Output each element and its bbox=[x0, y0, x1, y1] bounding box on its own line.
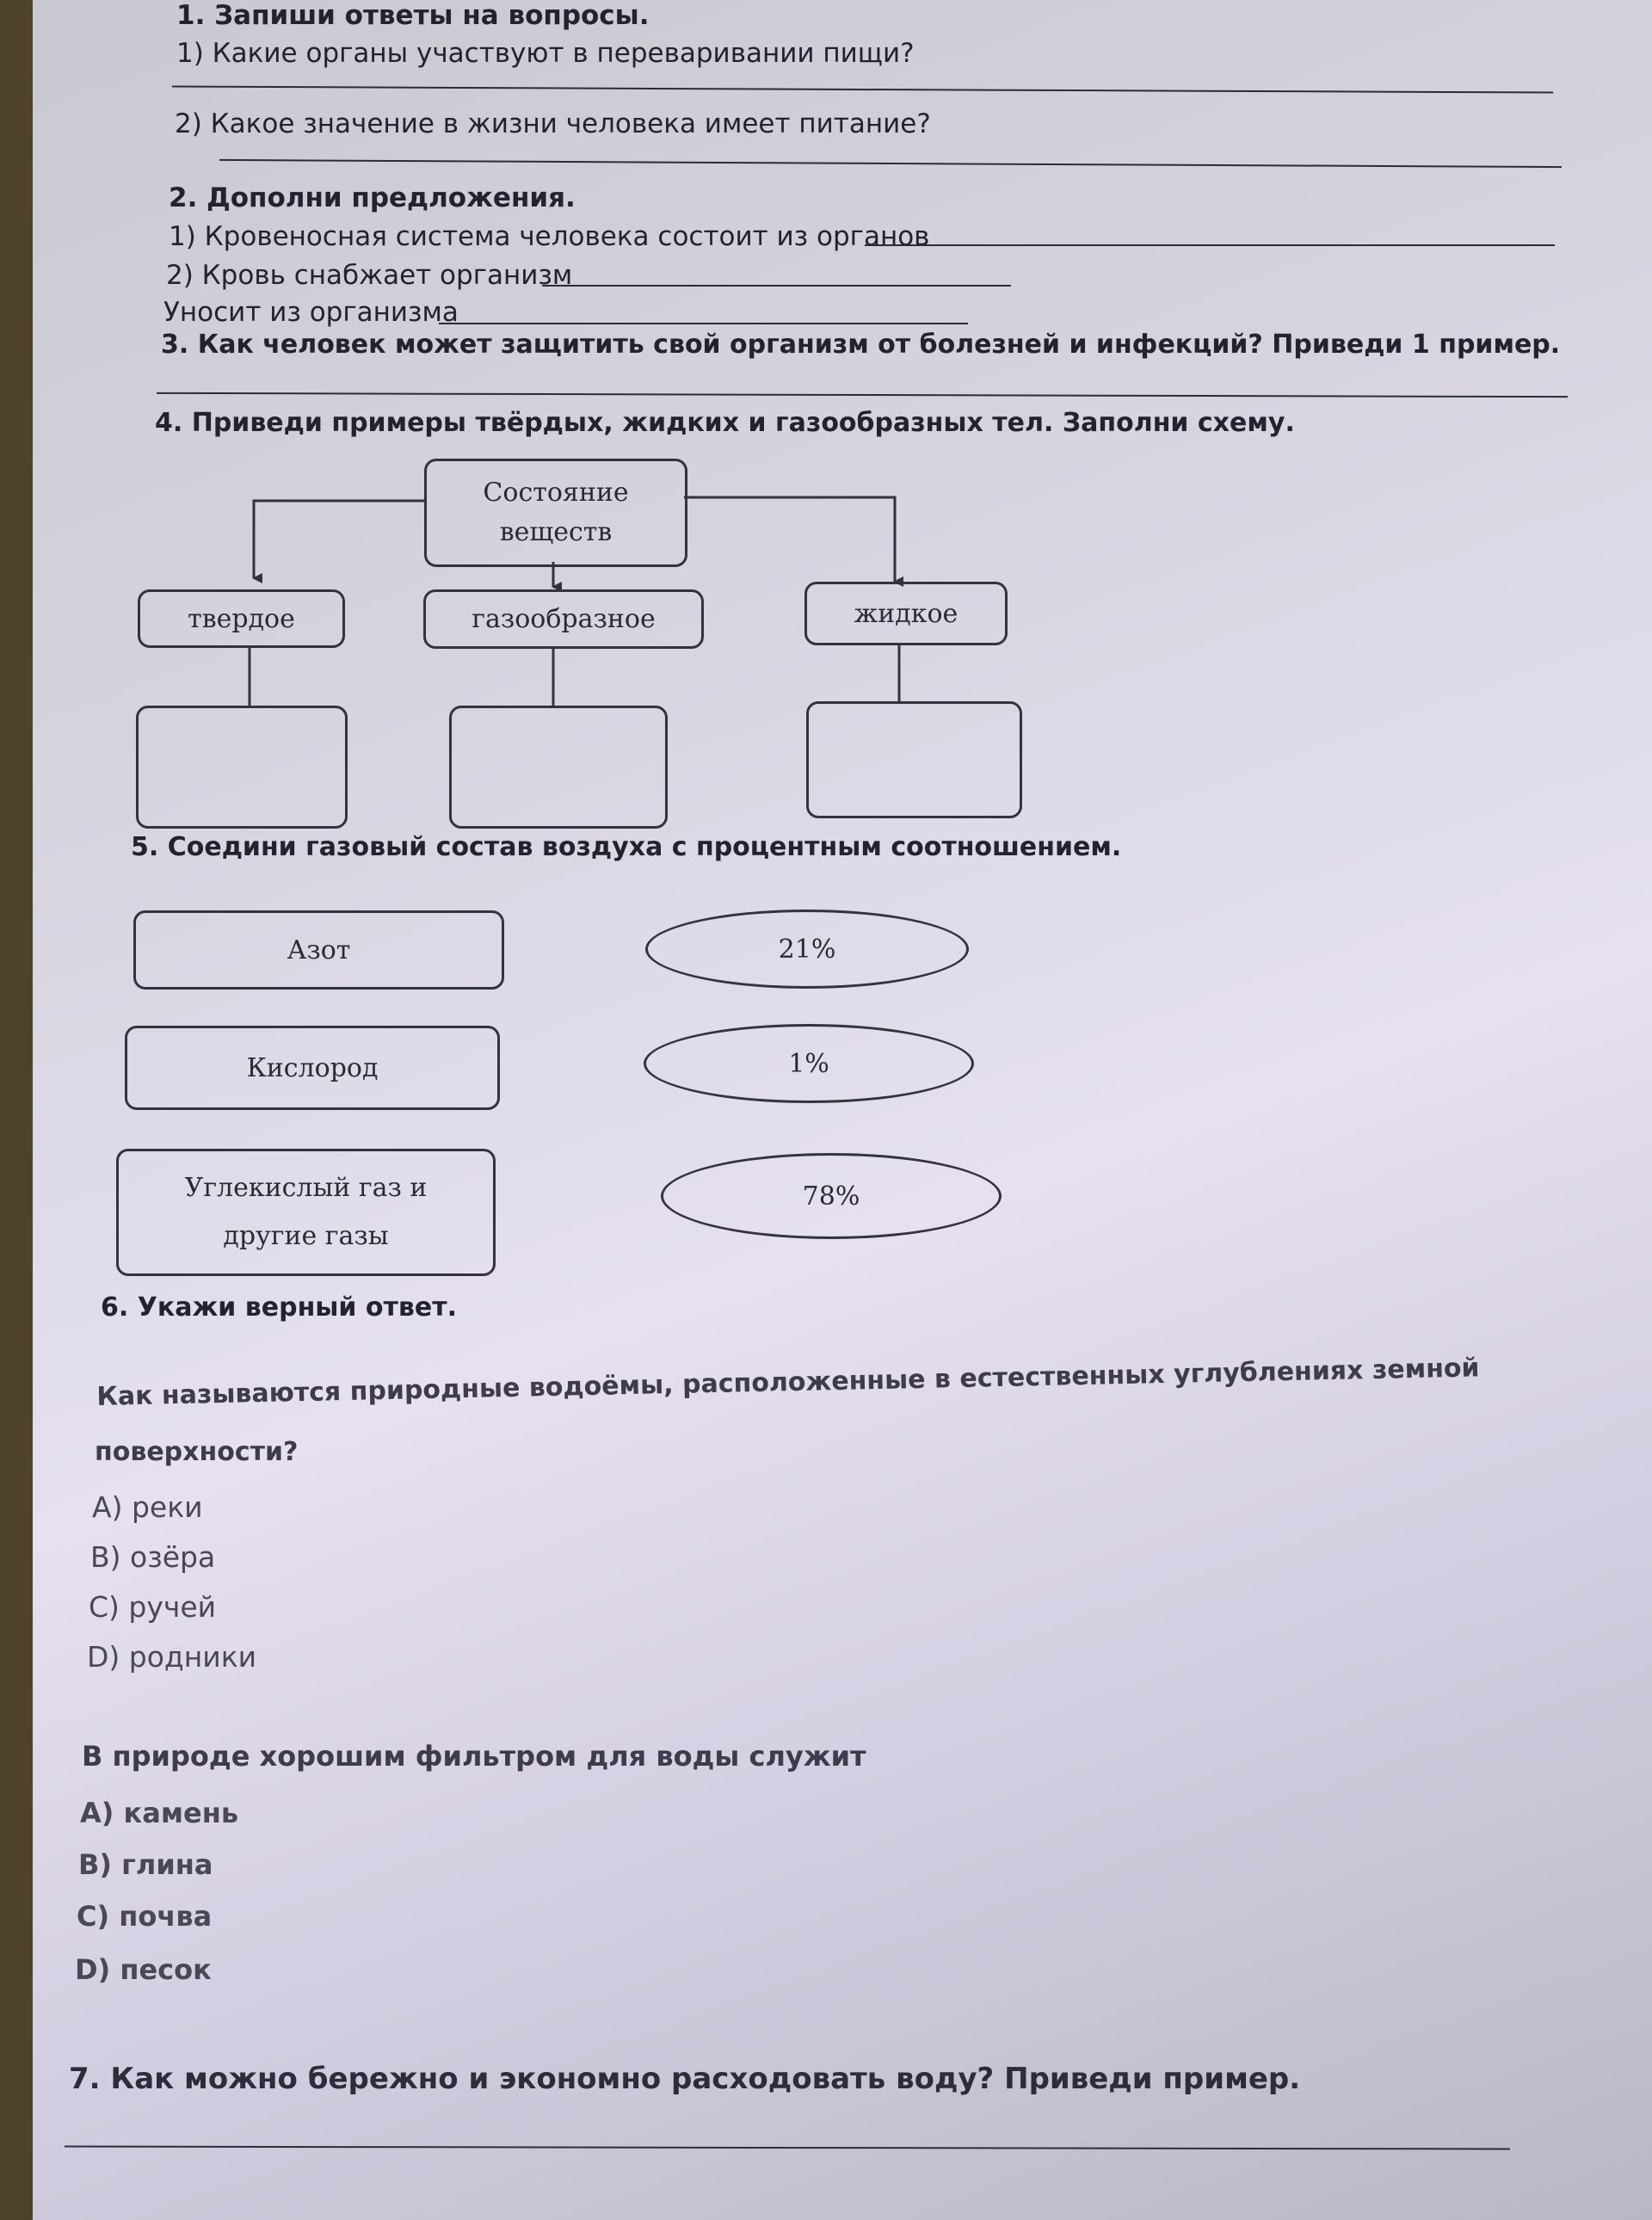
q6-q2-option-a[interactable]: А) камень bbox=[80, 1797, 239, 1829]
scheme-liquid-answer-box[interactable] bbox=[806, 701, 1022, 818]
q2-title: 2. Дополни предложения. bbox=[169, 182, 576, 213]
q6-q2-option-b[interactable]: В) глина bbox=[78, 1848, 213, 1881]
gas-label-oxygen: Кислород bbox=[246, 1052, 379, 1083]
scheme-gas-box bbox=[423, 589, 704, 649]
q6-q1-option-b[interactable]: В) озёра bbox=[90, 1540, 216, 1574]
percent-label-78: 78% bbox=[802, 1181, 860, 1212]
scheme-solid-label: твердое bbox=[188, 603, 295, 634]
percent-label-21: 21% bbox=[778, 934, 836, 965]
q1-item-1: 1) Какие органы участвуют в переваривании пищи? bbox=[176, 38, 915, 69]
q6-q1-option-a[interactable]: А) реки bbox=[92, 1490, 203, 1524]
q6-question-2: В природе хорошим фильтром для воды служит bbox=[82, 1740, 866, 1773]
gas-box-nitrogen[interactable] bbox=[133, 910, 504, 990]
gas-label-co2-line-1: Углекислый газ и bbox=[184, 1173, 428, 1203]
q5-title: 5. Соедини газовый состав воздуха с процентным соотношением. bbox=[131, 832, 1122, 862]
scheme-solid-answer-box[interactable] bbox=[136, 706, 348, 829]
scheme-root-box bbox=[424, 459, 687, 567]
q6-q2-option-c[interactable]: С) почва bbox=[77, 1900, 213, 1933]
q1-title: 1. Запиши ответы на вопросы. bbox=[176, 0, 650, 31]
gas-label-co2-line-2: другие газы bbox=[223, 1221, 389, 1251]
q6-q1-option-d[interactable]: D) родники bbox=[87, 1640, 257, 1674]
q6-question-1-line-1: Как называются природные водоёмы, расположенные в естественных углублениях земной bbox=[96, 1353, 1480, 1412]
q2-item-1: 1) Кровеносная система человека состоит из органов bbox=[169, 221, 930, 252]
scheme-liquid-box bbox=[804, 582, 1008, 645]
percent-oval-78[interactable] bbox=[661, 1153, 1002, 1239]
q1-item-2: 2) Какое значение в жизни человека имеет питание? bbox=[175, 108, 931, 139]
scheme-solid-box bbox=[138, 589, 345, 648]
q2-item-3: Уносит из организма bbox=[163, 297, 459, 328]
q7-title: 7. Как можно бережно и экономно расходовать воду? Приведи пример. bbox=[69, 2062, 1301, 2096]
scheme-root-line-1: Состояние bbox=[483, 478, 629, 508]
gas-box-oxygen[interactable] bbox=[125, 1026, 500, 1110]
percent-oval-1[interactable] bbox=[644, 1024, 974, 1103]
gas-label-nitrogen: Азот bbox=[287, 934, 351, 965]
percent-oval-21[interactable] bbox=[645, 910, 969, 989]
q6-q1-option-c[interactable]: С) ручей bbox=[89, 1590, 217, 1624]
gas-box-co2-other[interactable] bbox=[116, 1149, 496, 1276]
scheme-gas-answer-box[interactable] bbox=[449, 706, 668, 829]
q6-title: 6. Укажи верный ответ. bbox=[101, 1292, 458, 1323]
scheme-gas-label: газообразное bbox=[472, 604, 656, 634]
q6-question-1-line-2: поверхности? bbox=[95, 1437, 299, 1467]
q6-q2-option-d[interactable]: D) песок bbox=[75, 1953, 212, 1986]
q3-title: 3. Как человек может защитить свой организм от болезней и инфекций? Приведи 1 пример. bbox=[161, 330, 1561, 360]
q2-item-2: 2) Кровь снабжает организм bbox=[166, 260, 573, 291]
q4-title: 4. Приведи примеры твёрдых, жидких и газообразных тел. Заполни схему. bbox=[155, 408, 1295, 438]
percent-label-1: 1% bbox=[788, 1048, 829, 1079]
scheme-liquid-label: жидкое bbox=[854, 598, 959, 629]
scheme-root-line-2: веществ bbox=[499, 517, 613, 547]
